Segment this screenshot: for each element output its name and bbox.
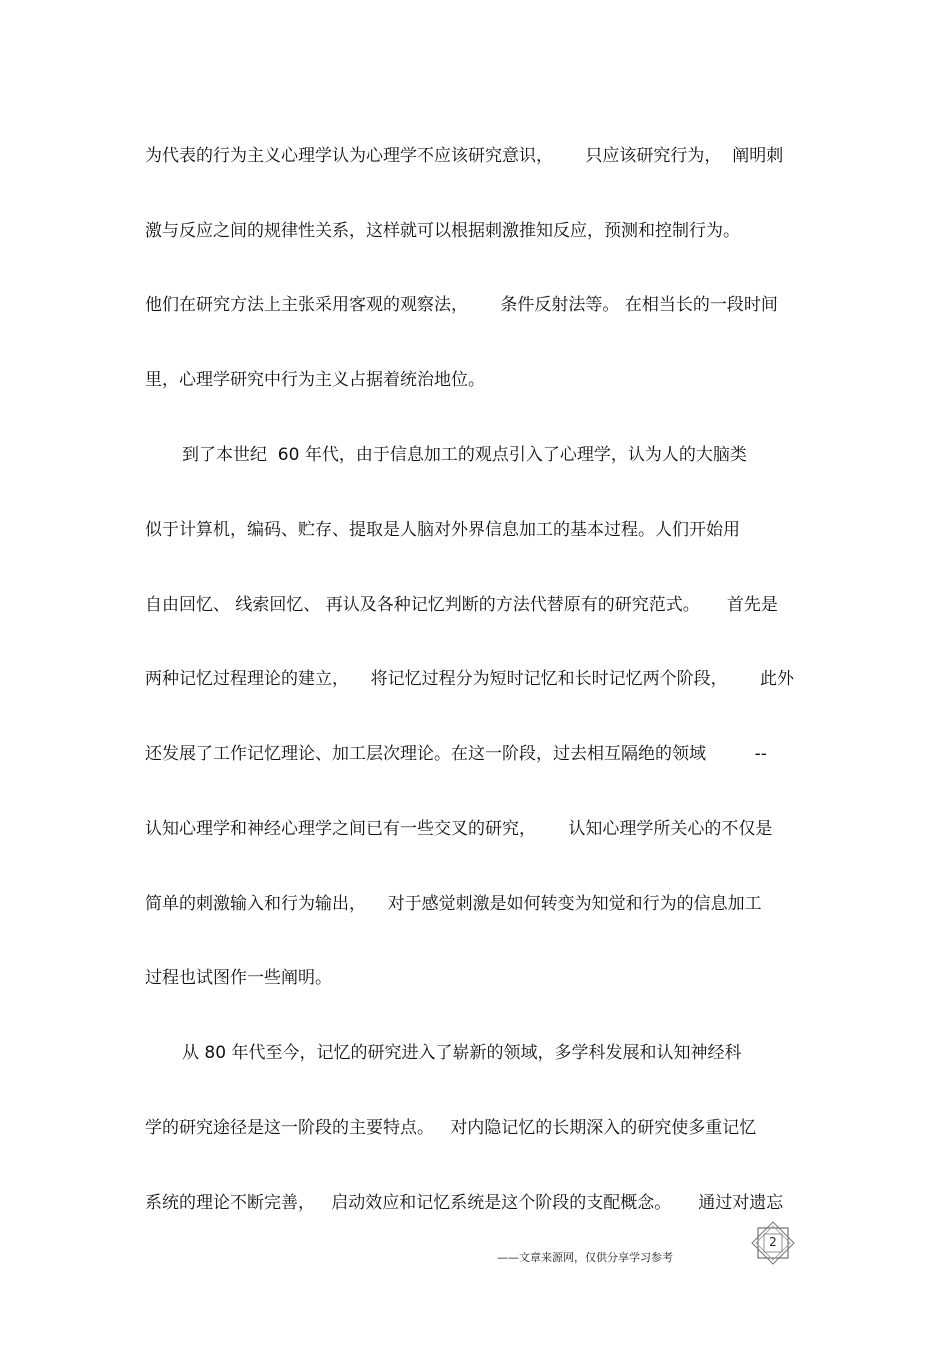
body-line-2: 激与反应之间的规律性关系，这样就可以根据刺激推知反应，预测和控制行为。: [145, 221, 740, 241]
body-line-11: 简单的刺激输入和行为输出， 对于感觉刺激是如何转变为知觉和行为的信息加工: [145, 894, 762, 914]
body-line-5: 到了本世纪 60 年代，由于信息加工的观点引入了心理学，认为人的大脑类: [182, 445, 747, 465]
body-line-7: 自由回忆、 线索回忆、 再认及各种记忆判断的方法代替原有的研究范式。 首先是: [145, 595, 778, 615]
page-number: 2: [769, 1235, 777, 1249]
body-line-3: 他们在研究方法上主张采用客观的观察法， 条件反射法等。 在相当长的一段时间: [145, 295, 778, 315]
body-line-1: 为代表的行为主义心理学认为心理学不应该研究意识， 只应该研究行为， 阐明刺: [145, 146, 784, 166]
body-line-6: 似于计算机，编码、贮存、提取是人脑对外界信息加工的基本过程。人们开始用: [145, 520, 740, 540]
source-footer: ——文章来源网，仅供分享学习参考: [497, 1251, 673, 1264]
body-line-14: 学的研究途径是这一阶段的主要特点。 对内隐记忆的长期深入的研究使多重记忆: [145, 1118, 757, 1138]
body-line-13: 从 80 年代至今，记忆的研究进入了崭新的领域，多学科发展和认知神经科: [182, 1043, 742, 1063]
body-line-15: 系统的理论不断完善， 启动效应和记忆系统是这个阶段的支配概念。 通过对遗忘: [145, 1193, 784, 1213]
body-line-12: 过程也试图作一些阐明。: [145, 968, 332, 988]
body-line-9: 还发展了工作记忆理论、加工层次理论。在这一阶段，过去相互隔绝的领域 --: [145, 744, 767, 764]
body-line-4: 里，心理学研究中行为主义占据着统治地位。: [145, 370, 485, 390]
body-line-10: 认知心理学和神经心理学之间已有一些交叉的研究， 认知心理学所关心的不仅是: [145, 819, 773, 839]
body-line-8: 两种记忆过程理论的建立， 将记忆过程分为短时记忆和长时记忆两个阶段， 此外: [145, 669, 795, 689]
page-number-badge: [750, 1220, 796, 1266]
